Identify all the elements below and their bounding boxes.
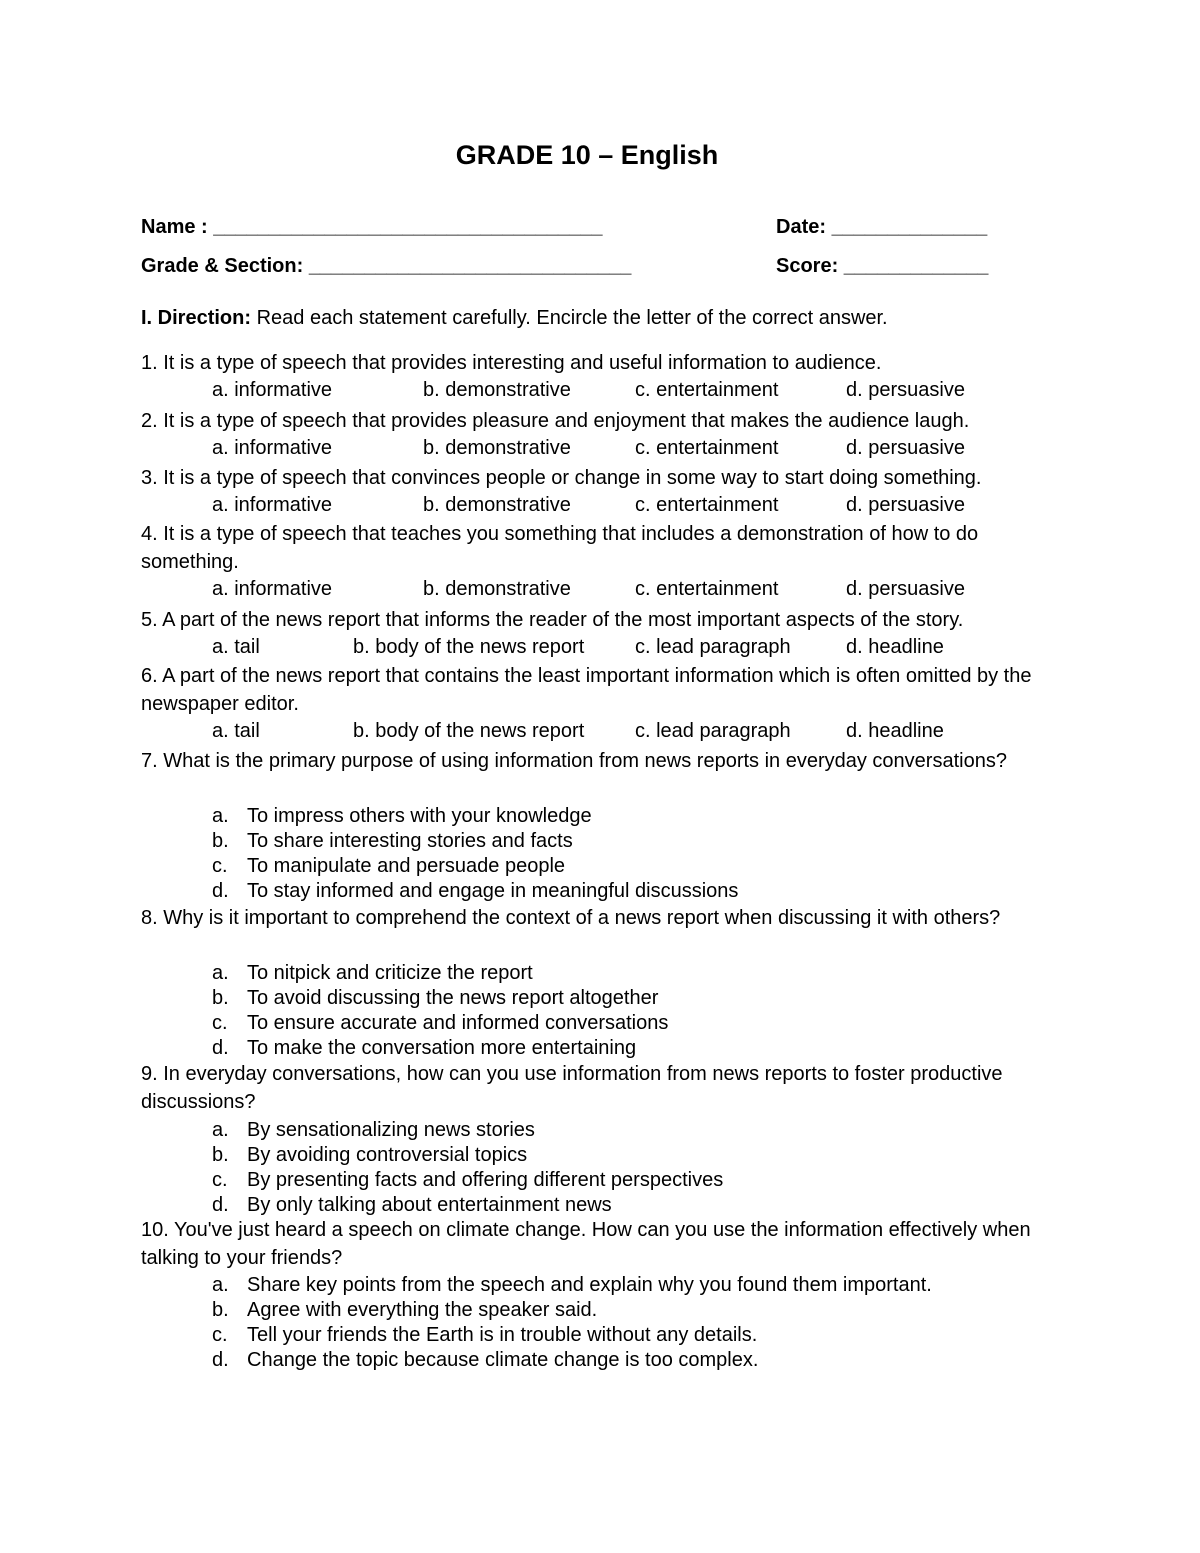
option-text: Agree with everything the speaker said. [247, 1299, 598, 1321]
name-field: Name : ___________________________________ [141, 216, 603, 238]
q2-option-a: a. informative [212, 437, 333, 459]
option-letter: c. [212, 1012, 228, 1034]
q5-option-c: c. lead paragraph [635, 636, 791, 658]
q3-option-a: a. informative [212, 494, 333, 516]
direction [141, 307, 888, 330]
q3-option-b: b. demonstrative [423, 494, 571, 516]
option-text: By presenting facts and offering different perspectives [247, 1169, 724, 1191]
q6-option-c: c. lead paragraph [635, 720, 791, 742]
option-letter: b. [212, 1299, 229, 1321]
q5-option-b: b. body of the news report [353, 636, 585, 658]
q3-option-c: c. entertainment [635, 494, 779, 516]
direction-label: I. Direction: [141, 307, 252, 329]
q6-option-a: a. tail [212, 720, 260, 742]
option-text: To share interesting stories and facts [247, 830, 573, 852]
option-letter: a. [212, 962, 229, 984]
question-1: 1. It is a type of speech that provides interesting and useful information to audience. [141, 352, 882, 374]
question-7: 7. What is the primary purpose of using information from news reports in everyday conversations? [141, 750, 1007, 772]
option-letter: c. [212, 1169, 228, 1191]
option-text: To manipulate and persuade people [247, 855, 566, 877]
q2-option-c: c. entertainment [635, 437, 779, 459]
option-letter: b. [212, 987, 229, 1009]
q2-option-b: b. demonstrative [423, 437, 571, 459]
option-letter: b. [212, 830, 229, 852]
page-title: GRADE 10 – English [455, 140, 719, 170]
option-text: To impress others with your knowledge [247, 805, 592, 827]
grade-section-field: Grade & Section: _____________________________ [141, 255, 632, 277]
option-text: Change the topic because climate change is too complex. [247, 1349, 759, 1371]
option-text: To stay informed and engage in meaningful discussions [247, 880, 739, 902]
option-letter: d. [212, 1037, 229, 1059]
question-6: 6. A part of the news report that contains the least important information which is often omitted by the newspaper editor. [141, 665, 1032, 715]
q1-option-a: a. informative [212, 379, 333, 401]
option-text: To make the conversation more entertaining [247, 1037, 637, 1059]
q5-option-d: d. headline [846, 636, 944, 658]
option-text: By only talking about entertainment news [247, 1194, 612, 1216]
question-4: 4. It is a type of speech that teaches you something that includes a demonstration of how to do something. [141, 523, 979, 573]
date-field: Date: ______________ [776, 216, 988, 238]
score-field: Score: _____________ [776, 255, 989, 277]
question-9: 9. In everyday conversations, how can you use information from news reports to foster productive discussions? [141, 1063, 1003, 1113]
option-text: To nitpick and criticize the report [247, 962, 533, 984]
q4-option-c: c. entertainment [635, 578, 779, 600]
option-text: Tell your friends the Earth is in trouble without any details. [247, 1324, 758, 1346]
question-10: 10. You've just heard a speech on climate change. How can you use the information effectively when talking to your friends? [141, 1219, 1031, 1269]
question-3: 3. It is a type of speech that convinces people or change in some way to start doing something. [141, 467, 982, 489]
option-text: To ensure accurate and informed conversations [247, 1012, 669, 1034]
q6-option-b: b. body of the news report [353, 720, 585, 742]
direction-text: Read each statement carefully. Encircle the letter of the correct answer. [251, 307, 888, 329]
option-letter: a. [212, 805, 229, 827]
q2-option-d: d. persuasive [846, 437, 965, 459]
question-5: 5. A part of the news report that informs the reader of the most important aspects of the story. [141, 609, 964, 631]
question-2: 2. It is a type of speech that provides pleasure and enjoyment that makes the audience laugh. [141, 410, 970, 432]
option-letter: d. [212, 880, 229, 902]
option-letter: d. [212, 1349, 229, 1371]
option-text: By sensationalizing news stories [247, 1119, 535, 1141]
q5-option-a: a. tail [212, 636, 260, 658]
q6-option-d: d. headline [846, 720, 944, 742]
option-letter: a. [212, 1274, 229, 1296]
option-text: By avoiding controversial topics [247, 1144, 528, 1166]
option-text: Share key points from the speech and explain why you found them important. [247, 1274, 932, 1296]
option-letter: c. [212, 1324, 228, 1346]
option-letter: b. [212, 1144, 229, 1166]
question-8: 8. Why is it important to comprehend the context of a news report when discussing it with others? [141, 907, 1001, 929]
q4-option-b: b. demonstrative [423, 578, 571, 600]
q1-option-d: d. persuasive [846, 379, 965, 401]
q4-option-a: a. informative [212, 578, 333, 600]
q3-option-d: d. persuasive [846, 494, 965, 516]
option-letter: c. [212, 855, 228, 877]
q4-option-d: d. persuasive [846, 578, 965, 600]
q1-option-c: c. entertainment [635, 379, 779, 401]
q1-option-b: b. demonstrative [423, 379, 571, 401]
option-letter: d. [212, 1194, 229, 1216]
option-text: To avoid discussing the news report altogether [247, 987, 659, 1009]
option-letter: a. [212, 1119, 229, 1141]
